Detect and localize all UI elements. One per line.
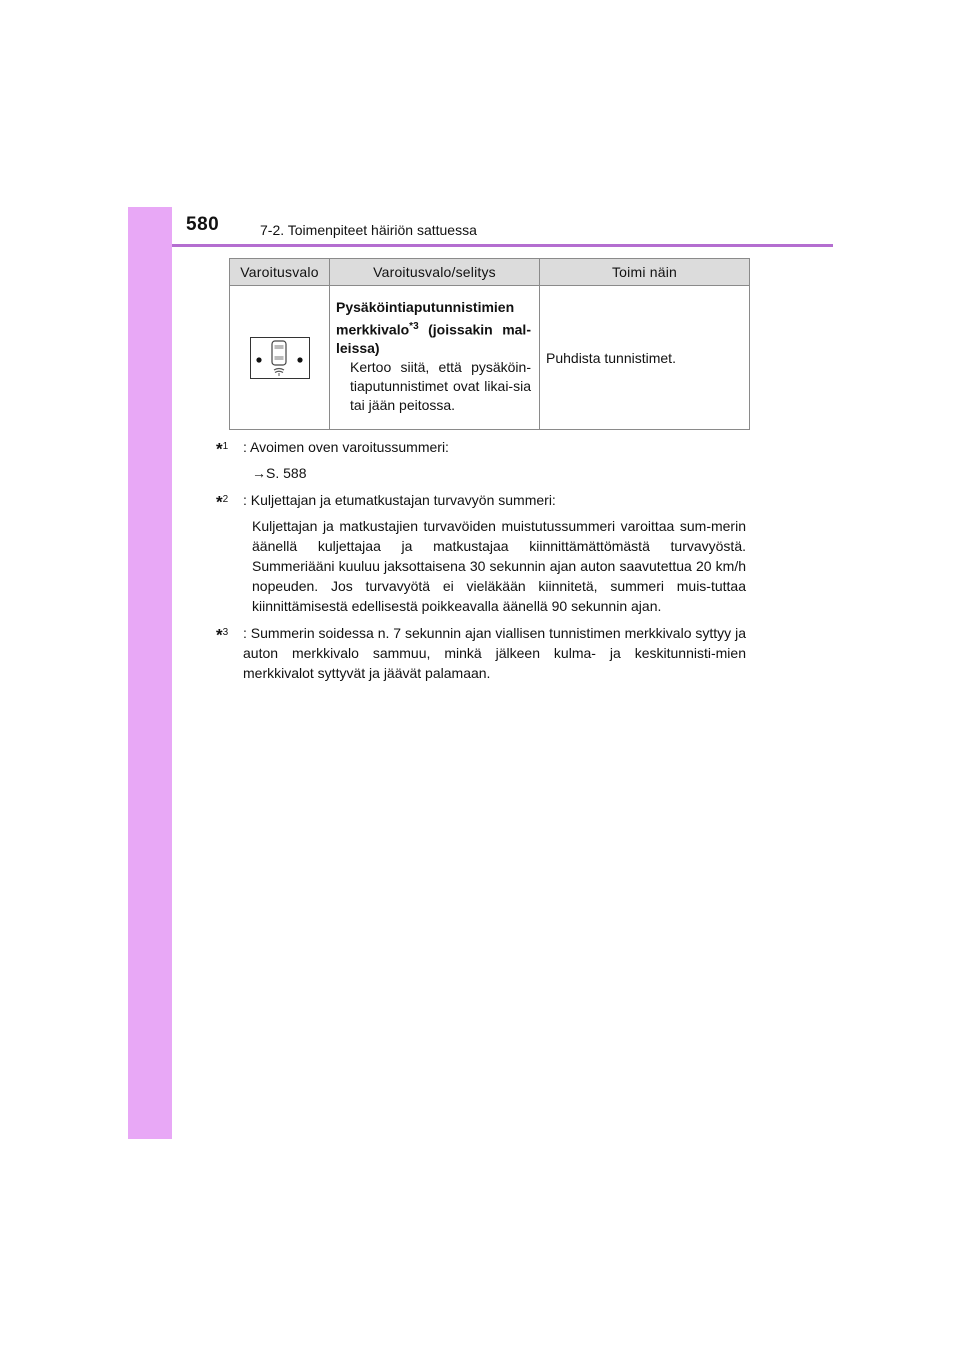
icon-cell [230, 286, 330, 430]
chapter-side-tab [128, 207, 172, 1139]
table-header-row [230, 259, 750, 286]
footnotes [216, 437, 746, 690]
section-title: 7-2. Toimenpiteet häiriön sattuessa [260, 222, 477, 238]
footnote-2: *$^2$ : Kuljettajan ja etumatkustajan turvavyön summeri: Kuljettajan ja matkustajien turvavöiden muistutussummeri varoittaa sum-merin äänellä kuljettajaa ja matkustajaa kiinnittämättömästä turvavyöstä. Summeriääni kuuluu jaksottaisena 30 sekunnin ajan auton saavutettua 20 km/h nopeuden. Jos turvavyötä ei vieläkään kiinnitetä, summeri muis-tuttaa kiinnittämisestä edellisestä poikkeavalla äänellä 90 sekunnin ajan. [216, 492, 746, 614]
table-row [230, 286, 750, 430]
col-header-action: Toimi näin [540, 259, 750, 286]
action-cell: Puhdista tunnistimet. [540, 286, 750, 430]
page-number: 580 [186, 214, 220, 235]
footnote-2-text: : Kuljettajan ja etumatkustajan turvavyön summeri: [243, 492, 556, 508]
description-cell [330, 286, 540, 430]
footnote-3: *$^3$ : Summerin soidessa n. 7 sekunnin ajan viallisen tunnistimen merkkivalo syttyy ja auton merkkivalo sammuu, minkä jälkeen kulma- ja keskitunnisti-mien merkkivalot syttyvät ja jäävät palamaan. [216, 625, 746, 681]
page-reference: →S. 588 [252, 465, 307, 481]
footnote-1-text: : Avoimen oven varoitussummeri: [243, 439, 449, 455]
footnote-2-body: Kuljettajan ja matkustajien turvavöiden muistutussummeri varoittaa sum-merin äänellä kuljettajaa ja matkustajaa kiinnittämättömästä turvavyöstä. Summeriääni kuuluu jaksottaisena 30 sekunnin ajan auton saavutettua 20 km/h nopeuden. Jos turvavyötä ei vieläkään kiinnitetä, summeri muis-tuttaa kiinnittämisestä edellisestä poikkeavalla äänellä 90 sekunnin ajan. [252, 518, 746, 614]
footnote-ref-3: *3 [409, 320, 419, 332]
footnote-3-text: : Summerin soidessa n. 7 sekunnin ajan viallisen tunnistimen merkkivalo syttyy ja auton merkkivalo sammuu, minkä jälkeen kulma- ja keskitunnisti-mien merkkivalot syttyvät ja jäävät palamaan. [243, 625, 746, 681]
col-header-warning-light: Varoitusvalo [230, 259, 330, 286]
warning-light-table [229, 258, 750, 430]
light-explanation: Kertoo siitä, että pysäköin-tiaputunnistimet ovat likai-sia tai jään peitossa. [350, 359, 531, 414]
header-rule [172, 244, 833, 247]
footnote-1: *$^1$ : Avoimen oven varoitussummeri: →S. 588 [216, 437, 746, 483]
light-name: Pysäköintiaputunnistimien merkkivalo$^{*3}$ (joissakin mal-leissa) [336, 298, 531, 357]
parking-sensor-warning-icon [250, 337, 310, 379]
col-header-description: Varoitusvalo/selitys [330, 259, 540, 286]
